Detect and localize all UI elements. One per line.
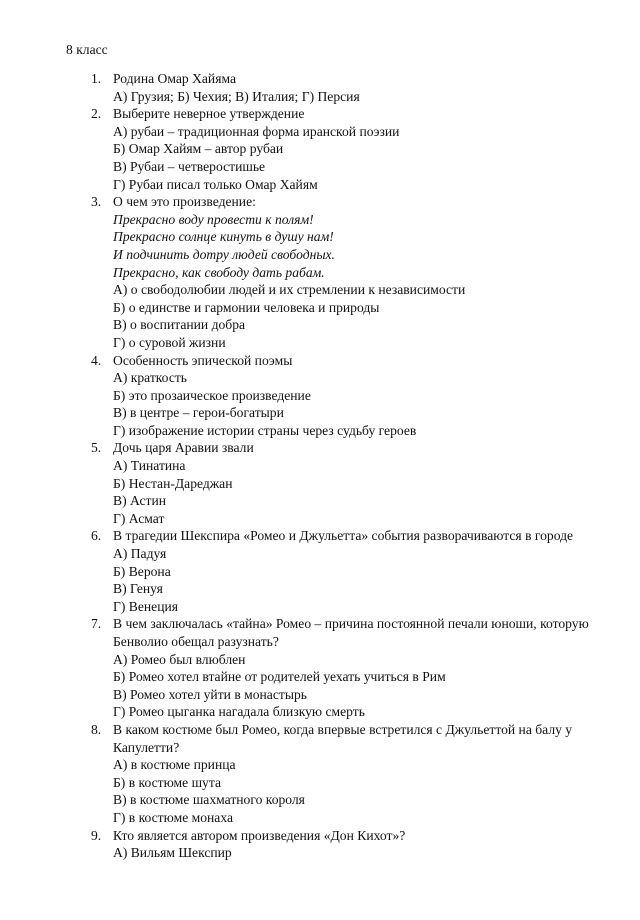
question-text: Кто является автором произведения «Дон Кихот»? bbox=[113, 827, 406, 843]
question-number: 1. bbox=[91, 71, 102, 86]
answer-option: Б) Верона bbox=[113, 563, 171, 579]
question-item bbox=[0, 70, 640, 105]
question-number: 9. bbox=[91, 827, 102, 843]
answer-option: В) Генуя bbox=[113, 581, 163, 597]
question-item bbox=[0, 527, 640, 615]
answer-option: А) Тинатина bbox=[113, 458, 186, 474]
question-line bbox=[0, 827, 640, 845]
question-line bbox=[0, 615, 640, 650]
answer-option: В) Астин bbox=[113, 493, 166, 509]
question-text: В трагедии Шекспира «Ромео и Джульетта» события разворачиваются в городе bbox=[113, 528, 574, 544]
answer-option: Б) это прозаическое произведение bbox=[113, 387, 311, 403]
question-line bbox=[0, 527, 640, 545]
question-number: 7. bbox=[91, 616, 102, 632]
question-item bbox=[0, 439, 640, 527]
answer-option: Б) Нестан-Дареджан bbox=[113, 475, 233, 491]
answer-option: Б) Омар Хайям – автор рубаи bbox=[113, 141, 284, 157]
verse-line: Прекрасно воду провести к полям! bbox=[113, 211, 314, 227]
question-item bbox=[0, 105, 640, 193]
answer-option: В) Ромео хотел уйти в монастырь bbox=[113, 686, 307, 702]
answer-option: В) в костюме шахматного короля bbox=[113, 792, 305, 808]
answer-option: Г) в костюме монаха bbox=[113, 809, 233, 825]
answer-option: А) в костюме принца bbox=[113, 757, 236, 773]
question-item bbox=[0, 721, 640, 827]
answer-option: В) в центре – герои-богатыри bbox=[113, 405, 284, 421]
question-text: В каком костюме был Ромео, когда впервые встретился с Джульеттой на балу у Капулетти? bbox=[113, 721, 573, 755]
question-item bbox=[0, 352, 640, 440]
verse-line: Прекрасно, как свободу дать рабам. bbox=[113, 264, 325, 280]
answer-option: А) Грузия; Б) Чехия; В) Италия; Г) Персия bbox=[113, 88, 360, 104]
question-number: 2. bbox=[91, 106, 102, 122]
answer-option: А) Падуя bbox=[113, 546, 167, 562]
verse-line: И подчинить дотру людей свободных. bbox=[113, 246, 335, 262]
question-line bbox=[0, 193, 640, 211]
question-line bbox=[0, 439, 640, 457]
answer-option: Б) Ромео хотел втайне от родителей уехать учиться в Рим bbox=[113, 669, 446, 685]
answer-option: А) рубаи – традиционная форма иранской поэзии bbox=[113, 123, 400, 139]
answer-option: А) о свободолюбии людей и их стремлении к независимости bbox=[113, 282, 466, 298]
answer-option: Б) в костюме шута bbox=[113, 774, 221, 790]
question-line bbox=[0, 70, 640, 88]
answer-option: Г) Рубаи писал только Омар Хайям bbox=[113, 176, 318, 192]
answer-option: Г) Ромео цыганка нагадала близкую смерть bbox=[113, 704, 365, 720]
question-item bbox=[0, 615, 640, 721]
answer-option: В) Рубаи – четверостишье bbox=[113, 158, 266, 174]
question-number: 4. bbox=[91, 352, 102, 368]
question-number: 8. bbox=[91, 721, 102, 737]
question-text: Особенность эпической поэмы bbox=[113, 352, 293, 368]
question-text: О чем это произведение: bbox=[113, 194, 256, 210]
answer-option: Г) о суровой жизни bbox=[113, 334, 226, 350]
answer-option: Б) о единстве и гармонии человека и природы bbox=[113, 299, 380, 315]
answer-option: В) о воспитании добра bbox=[113, 317, 246, 333]
question-line bbox=[0, 352, 640, 370]
answer-option: А) Ромео был влюблен bbox=[113, 651, 246, 667]
question-item bbox=[0, 193, 640, 351]
answer-option: Г) изображение истории страны через судьбу героев bbox=[113, 422, 417, 438]
question-text: В чем заключалась «тайна» Ромео – причина постоянной печали юноши, которую Бенволио обещал разузнать? bbox=[113, 616, 589, 649]
answer-option: Г) Венеция bbox=[113, 598, 178, 614]
verse-line: Прекрасно солнце кинуть в душу нам! bbox=[113, 229, 334, 245]
answer-option: А) краткость bbox=[113, 370, 187, 386]
answer-option: А) Вильям Шекспир bbox=[113, 845, 232, 861]
question-line bbox=[0, 105, 640, 123]
grade-heading: 8 класс bbox=[66, 42, 108, 57]
question-line bbox=[0, 721, 640, 756]
question-text: Выберите неверное утверждение bbox=[113, 106, 305, 122]
question-text: Дочь царя Аравии звали bbox=[113, 440, 254, 456]
question-number: 5. bbox=[91, 440, 102, 456]
question-list bbox=[0, 70, 640, 862]
question-item bbox=[0, 827, 640, 862]
question-text: Родина Омар Хайяма bbox=[113, 71, 237, 86]
answer-option: Г) Асмат bbox=[113, 510, 165, 526]
question-number: 3. bbox=[91, 194, 102, 210]
question-number: 6. bbox=[91, 528, 102, 544]
